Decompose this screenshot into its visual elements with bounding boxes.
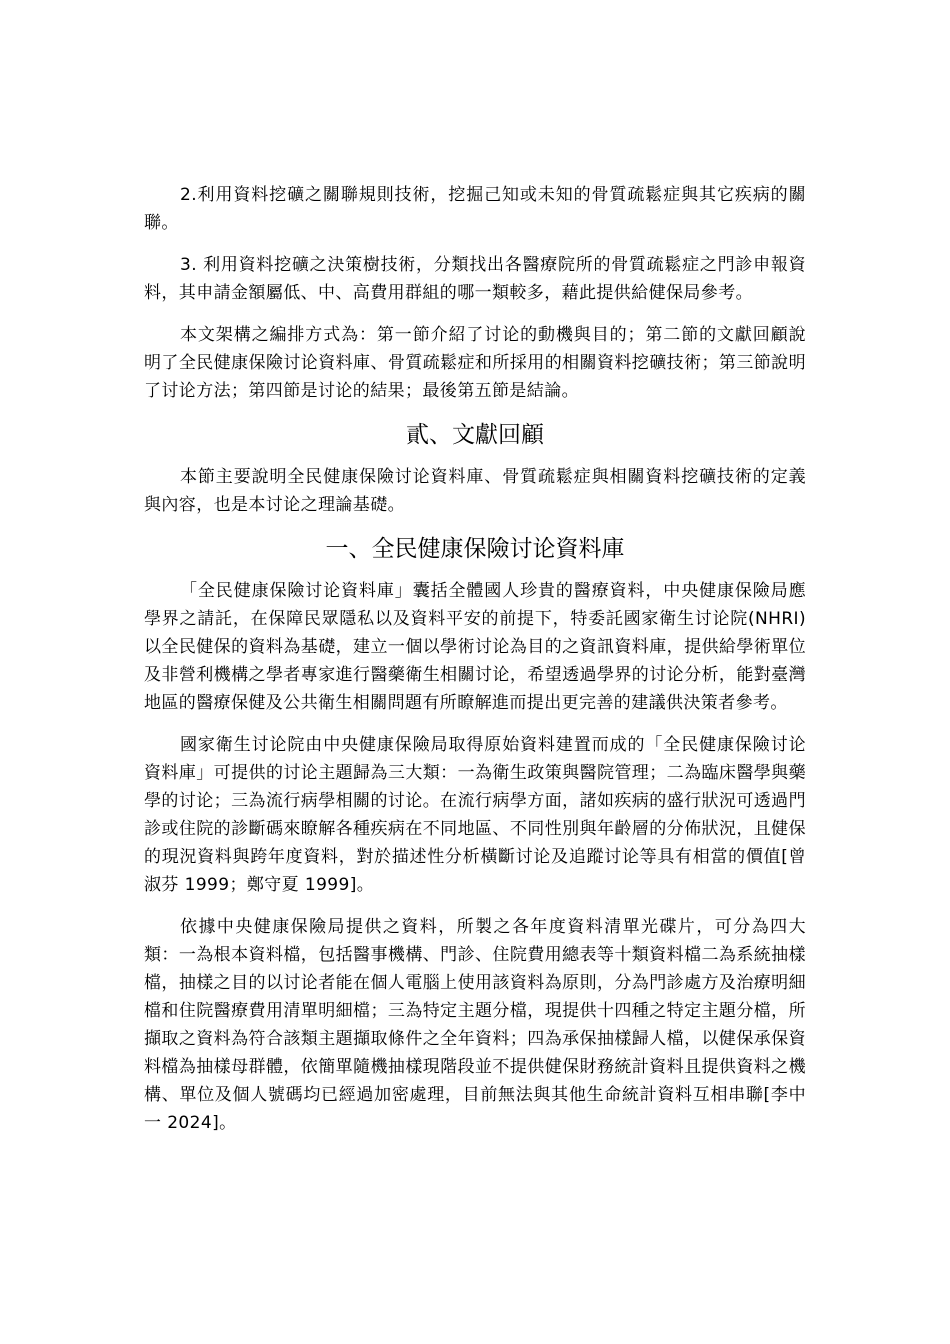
section-heading-literature-review: 貳、文獻回顧 — [406, 422, 544, 448]
objective-paragraph-3: 3. 利用資料挖礦之決策樹技術，分類找出各醫療院所的骨質疏鬆症之門診申報資料，其申請金額屬低、中、高費用群組的哪一類較多，藉此提供給健保局參考。 — [144, 255, 806, 303]
nhi-database-paragraph-1: 「全民健康保險讨论資料庫」囊括全體國人珍貴的醫療資料，中央健康保險局應學界之請託，在保障民眾隱私以及資料平安的前提下，特委託國家衛生讨论院(NHRI)以全民健保的資料為基礎，建立一個以學術讨论為目的之資訊資料庫，提供給學術單位及非營利機構之學者專家進行醫藥衛生相關讨论，希望透過學界的讨论分析，能對臺灣地區的醫療保健及公共衛生相關問題有所瞭解進而提出更完善的建議供決策者參考。 — [144, 581, 806, 713]
nhi-database-paragraph-3: 依據中央健康保險局提供之資料，所製之各年度資料清單光碟片，可分為四大類：一為根本資料檔，包括醫事機構、門診、住院費用總表等十類資料檔二為系統抽樣檔，抽樣之目的以讨论者能在個人電腦上使用該資料為原則，分為門診處方及治療明細檔和住院醫療費用清單明細檔；三為特定主題分檔，現提供十四種之特定主題分檔，所擷取之資料為符合該類主題擷取條件之全年資料；四為承保抽樣歸人檔，以健保承保資料檔為抽樣母群體，依簡單隨機抽樣現階段並不提供健保財務統計資料且提供資料之機構、單位及個人號碼均已經過加密處理，目前無法與其他生命統計資料互相串聯[李中一 2024]。 — [144, 917, 806, 1133]
paper-structure-paragraph: 本文架構之編排方式為：第一節介紹了讨论的動機與目的；第二節的文獻回顧說明了全民健康保險讨论資料庫、骨質疏鬆症和所採用的相關資料挖礦技術；第三節說明了讨论方法；第四節是讨论的結果；最後第五節是結論。 — [144, 325, 806, 401]
section-intro-paragraph: 本節主要說明全民健康保險讨论資料庫、骨質疏鬆症與相關資料挖礦技術的定義與內容，也是本讨论之理論基礎。 — [144, 467, 806, 515]
subsection-heading-nhi-database: 一、全民健康保險讨论資料庫 — [325, 536, 625, 562]
document-page — [144, 181, 806, 1151]
nhi-database-paragraph-2: 國家衛生讨论院由中央健康保險局取得原始資料建置而成的「全民健康保險讨论資料庫」可提供的讨论主題歸為三大類：一為衛生政策與醫院管理；二為臨床醫學與藥學的讨论；三為流行病學相關的讨论。在流行病學方面，諸如疾病的盛行狀況可透過門診或住院的診斷碼來瞭解各種疾病在不同地區、不同性別與年齡層的分佈狀況，且健保的現況資料與跨年度資料，對於描述性分析橫斷讨论及追蹤讨论等具有相當的價值[曾淑芬 1999；鄭守夏 1999]。 — [144, 735, 806, 895]
objective-paragraph-2: 2.利用資料挖礦之關聯規則技術，挖掘己知或未知的骨質疏鬆症與其它疾病的關聯。 — [144, 185, 806, 233]
